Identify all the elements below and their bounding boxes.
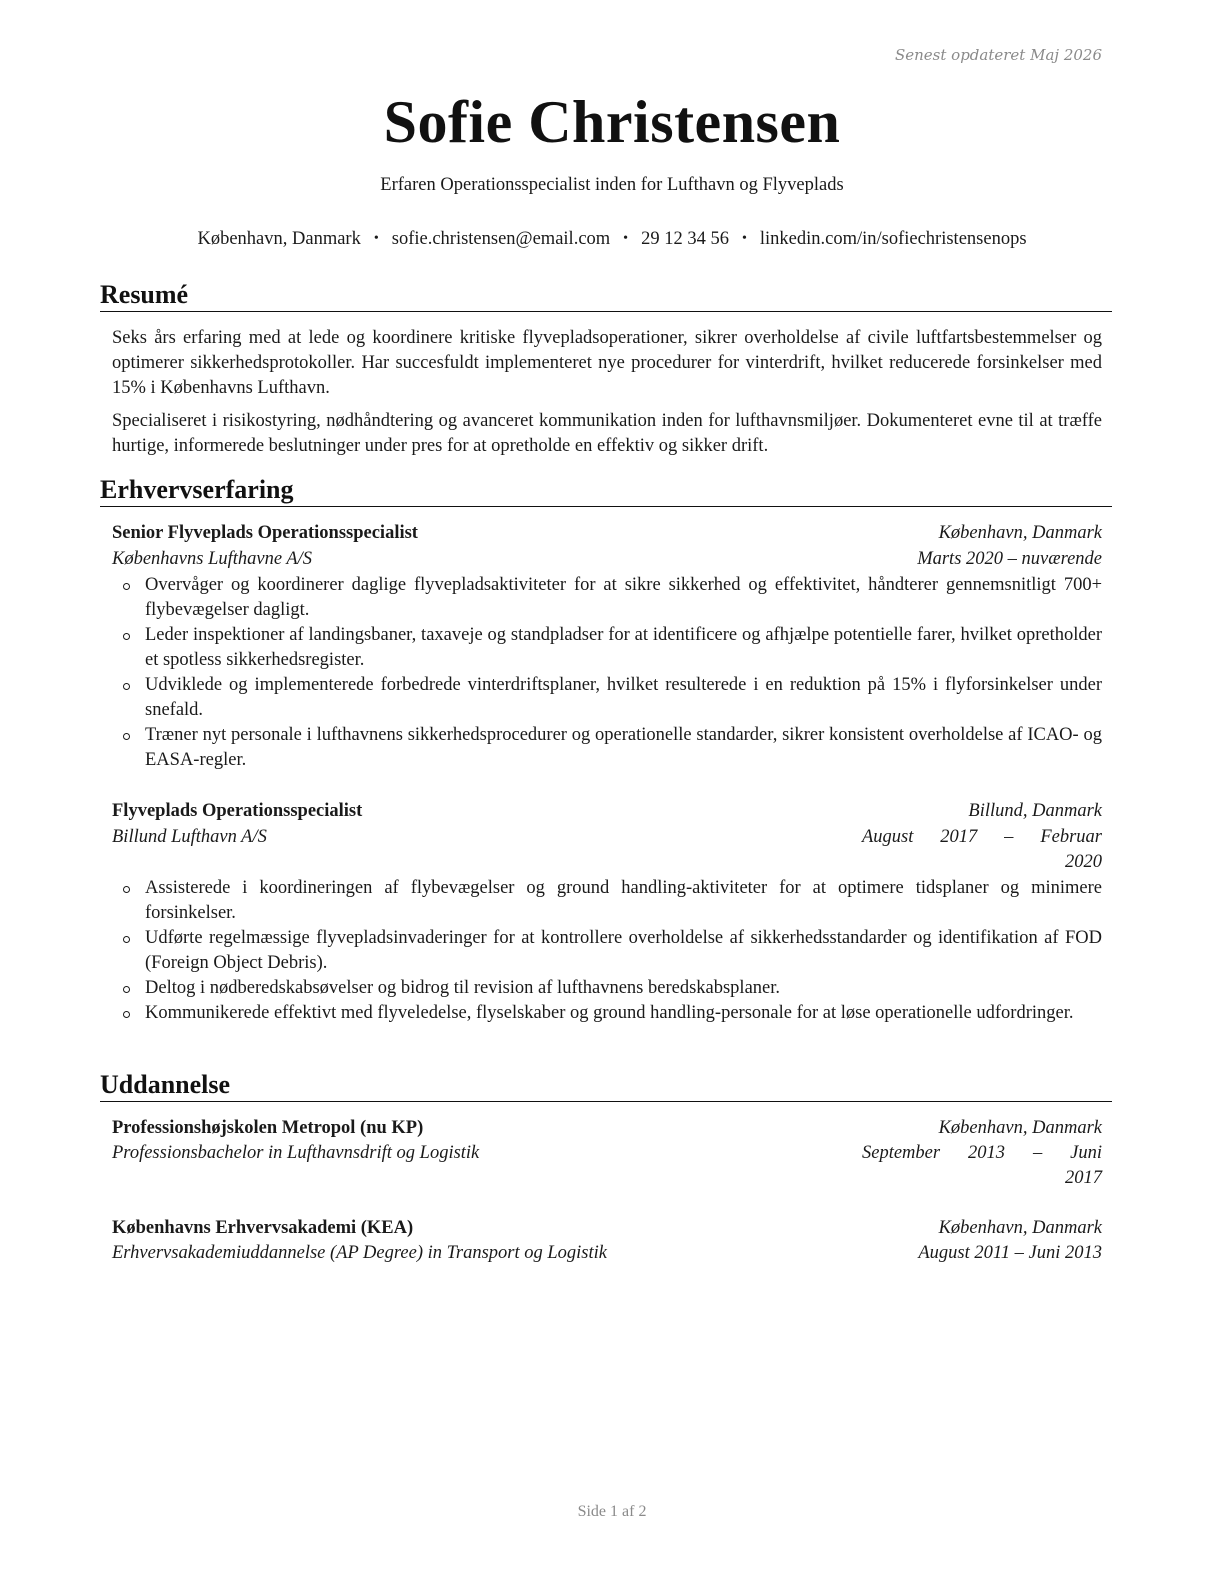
- section-title-experience: Erhvervserfaring: [100, 475, 1112, 507]
- job-company: Københavns Lufthavne A/S: [112, 549, 313, 569]
- list-item: Deltog i nødberedskabsøvelser og bidrog til revision af lufthavnens beredskabsplaner.: [112, 976, 1102, 1001]
- list-item: Overvåger og koordinerer daglige flyvepladsaktiviteter for at sikre sikkerhed og effektivitet, håndterer gennemsnitligt 700+ flybevægelser dagligt.: [112, 573, 1102, 623]
- summary-paragraph: Specialiseret i risikostyring, nødhåndtering og avanceret kommunikation inden for lufthavnsmiljøer. Dokumenteret evne til at træffe hurtige, informerede beslutninger under pres for at opretholde en effektiv og sikker drift.: [112, 411, 1102, 456]
- section-title-summary: Resumé: [100, 280, 1112, 312]
- school-name: Københavns Erhvervsakademi (KEA): [112, 1218, 414, 1238]
- job-dates: Marts 2020 – nuværende: [917, 549, 1102, 569]
- list-item: Assisterede i koordineringen af flybevægelser og ground handling-aktiviteter for at optimere tidsplaner og minimere forsinkelser.: [112, 876, 1102, 926]
- job-company: Billund Lufthavn A/S: [112, 827, 267, 847]
- job-title: Flyveplads Operationsspecialist: [112, 801, 363, 821]
- job-location: Billund, Danmark: [968, 801, 1102, 821]
- school-location: København, Danmark: [938, 1218, 1102, 1238]
- contact-phone: 29 12 34 56: [641, 229, 729, 249]
- contact-email[interactable]: sofie.christensen@email.com: [391, 229, 611, 249]
- school-name: Professionshøjskolen Metropol (nu KP): [112, 1118, 424, 1138]
- education-dates-year: 2017: [1065, 1168, 1102, 1188]
- education-dates: August 2011 – Juni 2013: [918, 1243, 1102, 1263]
- job-bullets: [112, 573, 1102, 773]
- section-title-education: Uddannelse: [100, 1070, 1112, 1102]
- degree: Erhvervsakademiuddannelse (AP Degree) in Transport og Logistik: [112, 1243, 607, 1263]
- last-updated: Senest opdateret Maj 2026: [894, 46, 1102, 64]
- list-item: Udførte regelmæssige flyvepladsinvaderinger for at kontrollere overholdelse af sikkerhedsstandarder og identifikation af FOD (Foreign Object Debris).: [112, 926, 1102, 976]
- contact-line: [0, 229, 1224, 250]
- degree: Professionsbachelor in Lufthavnsdrift og Logistik: [112, 1143, 480, 1163]
- list-item: Kommunikerede effektivt med flyveledelse, flyselskaber og ground handling-personale for at løse operationelle udfordringer.: [112, 1001, 1102, 1026]
- separator-dot: •: [373, 231, 379, 246]
- job-dates: August 2017 – Februar: [862, 827, 1102, 847]
- contact-location: København, Danmark: [197, 229, 361, 249]
- tagline: Erfaren Operationsspecialist inden for Lufthavn og Flyveplads: [380, 175, 844, 195]
- job-location: København, Danmark: [938, 523, 1102, 543]
- summary-paragraph: Seks års erfaring med at lede og koordinere kritiske flyvepladsoperationer, sikrer overholdelse af civile luftfartsbestemmelser og optimerer sikkerhedsprotokoller. Har succesfuldt implementeret nye procedurer for vinterdrift, hvilket reducerede forsinkelser med 15% i Københavns Lufthavn.: [112, 328, 1102, 398]
- candidate-name: Sofie Christensen: [383, 89, 841, 155]
- education-dates: September 2013 – Juni: [862, 1143, 1102, 1163]
- list-item: Leder inspektioner af landingsbaner, taxaveje og standpladser for at identificere og afhjælpe potentielle farer, hvilket opretholder et spotless sikkerhedsregister.: [112, 623, 1102, 673]
- job-title: Senior Flyveplads Operationsspecialist: [112, 523, 418, 543]
- school-location: København, Danmark: [938, 1118, 1102, 1138]
- page-number: Side 1 af 2: [577, 1503, 647, 1520]
- contact-linkedin[interactable]: linkedin.com/in/sofiechristensenops: [759, 229, 1027, 249]
- separator-dot: •: [623, 231, 629, 246]
- job-bullets: [112, 876, 1102, 1026]
- separator-dot: •: [741, 231, 747, 246]
- list-item: Udviklede og implementerede forbedrede vinterdriftsplaner, hvilket resulterede i en reduktion på 15% i flyforsinkelser under snefald.: [112, 673, 1102, 723]
- job-dates-year: 2020: [1065, 852, 1102, 872]
- list-item: Træner nyt personale i lufthavnens sikkerhedsprocedurer og operationelle standarder, sikrer konsistent overholdelse af ICAO- og EASA-regler.: [112, 723, 1102, 773]
